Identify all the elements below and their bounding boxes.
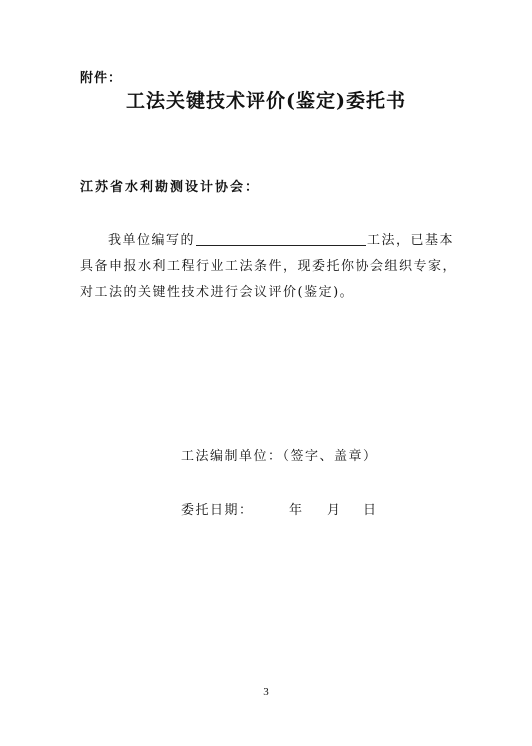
body-line-2: 具备申报水利工程行业工法条件，现委托你协会组织专家， xyxy=(80,259,458,274)
attachment-label: 附件： xyxy=(80,71,123,86)
addressee-line: 江苏省水利勘测设计协会： xyxy=(80,180,261,195)
body-line-1-start: 我单位编写的 xyxy=(108,233,196,248)
date-year: 年 xyxy=(289,503,304,518)
body-line-1 xyxy=(80,228,460,254)
body-paragraph xyxy=(80,228,460,306)
signature-unit-line: 工法编制单位：（签字、盖章） xyxy=(181,449,378,464)
signature-date-line xyxy=(181,499,378,518)
body-line-1-end: 工法，已基本 xyxy=(367,233,455,248)
document-title: 工法关键技术评价(鉴定)委托书 xyxy=(126,90,406,112)
date-label: 委托日期： xyxy=(181,503,254,518)
date-day: 日 xyxy=(363,503,378,518)
body-line-3: 对工法的关键性技术进行会议评价(鉴定)。 xyxy=(80,285,355,300)
page-number: 3 xyxy=(263,686,269,698)
method-name-blank xyxy=(196,231,366,246)
date-month: 月 xyxy=(327,503,342,518)
